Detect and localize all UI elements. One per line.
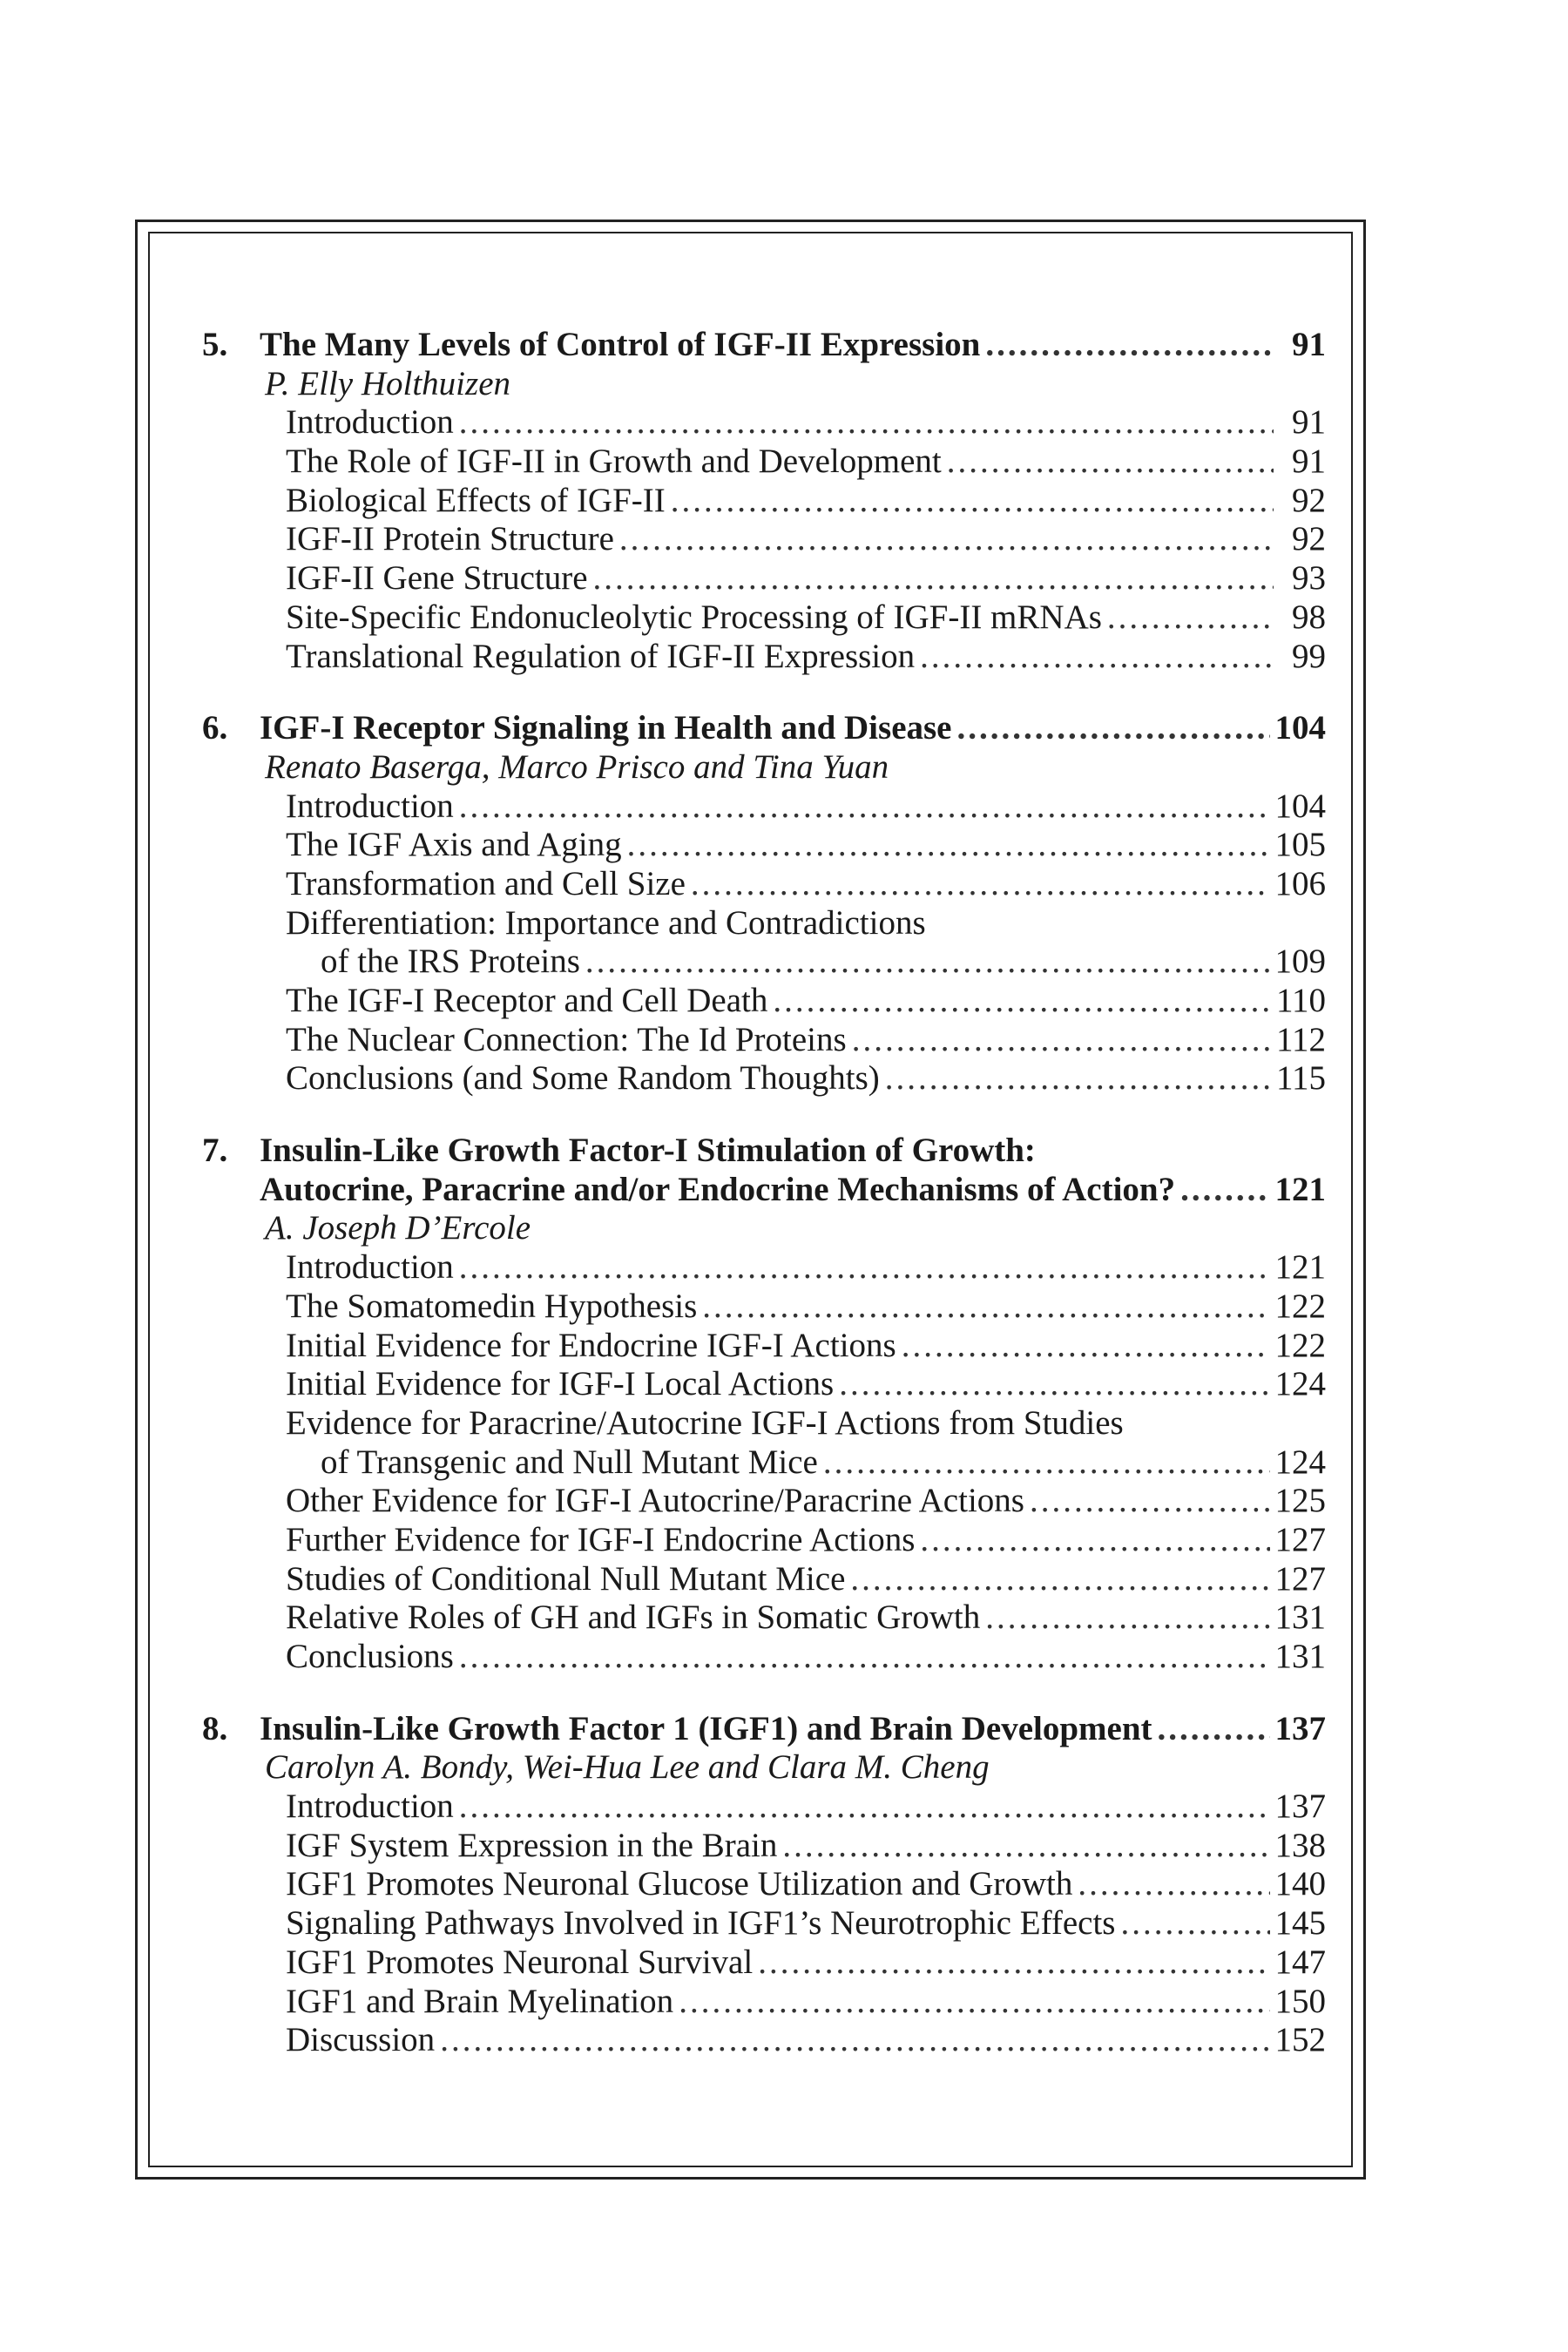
entry-title: The Role of IGF-II in Growth and Development (286, 443, 942, 481)
entry-page: 115 (1275, 1059, 1326, 1098)
entry-page: 106 (1274, 864, 1326, 902)
dot-leader (920, 638, 1274, 677)
entry-page: 122 (1274, 1287, 1326, 1325)
toc-entry[interactable] (202, 1827, 1326, 1866)
entry-title: Signaling Pathways Involved in IGF1’s Neurotrophic Effects (286, 1904, 1116, 1943)
entry-page: 140 (1274, 1865, 1326, 1903)
chapter-heading[interactable] (202, 1710, 1326, 1749)
dot-leader (459, 1638, 1270, 1677)
entry-page: 112 (1275, 1020, 1326, 1058)
dot-leader (627, 826, 1270, 865)
toc-entry[interactable] (202, 1788, 1326, 1827)
entry-title: IGF1 Promotes Neuronal Survival (286, 1943, 754, 1981)
dot-leader (459, 1248, 1270, 1288)
chapter-number: 5. (202, 326, 228, 363)
dot-leader (782, 1827, 1269, 1866)
entry-page: 145 (1274, 1904, 1326, 1943)
chapter-author: A. Joseph D’Ercole (265, 1209, 531, 1247)
entry-page: 124 (1274, 1365, 1326, 1403)
chapter-title: The Many Levels of Control of IGF-II Expression (260, 326, 981, 363)
chapter-title: IGF-I Receptor Signaling in Health and Disease (260, 709, 952, 747)
toc-entry[interactable] (202, 1059, 1326, 1098)
dot-leader (459, 787, 1270, 827)
dot-leader (920, 1521, 1269, 1560)
entry-page: 92 (1292, 481, 1326, 519)
entry-title: Introduction (286, 1248, 454, 1287)
dot-leader (679, 1983, 1269, 2022)
entry-page: 98 (1292, 598, 1326, 636)
dot-leader (1158, 1710, 1270, 1749)
toc-entry[interactable] (202, 865, 1326, 904)
dot-leader (585, 943, 1270, 982)
dot-leader (852, 1021, 1271, 1060)
entry-title: Relative Roles of GH and IGFs in Somatic Growth (286, 1598, 981, 1637)
toc-entry[interactable] (202, 1598, 1326, 1638)
chapter-heading-line1[interactable] (202, 1132, 1326, 1171)
toc-entry[interactable] (202, 1521, 1326, 1560)
toc-entry[interactable] (202, 443, 1326, 482)
entry-title: The IGF-I Receptor and Cell Death (286, 982, 768, 1019)
entry-title: Studies of Conditional Null Mutant Mice (286, 1559, 846, 1598)
dot-leader (947, 443, 1274, 482)
chapter-5 (202, 326, 1326, 676)
entry-title: Initial Evidence for Endocrine IGF-I Actions (286, 1326, 896, 1364)
chapter-page: 121 (1274, 1170, 1326, 1208)
entry-page: 127 (1274, 1520, 1326, 1558)
entry-title: Introduction (286, 1788, 454, 1826)
toc-entry[interactable] (202, 520, 1326, 559)
chapter-author: Renato Baserga, Marco Prisco and Tina Yuan (265, 747, 889, 786)
chapter-page: 91 (1292, 326, 1326, 363)
entry-page: 125 (1274, 1482, 1326, 1520)
dot-leader (619, 520, 1274, 559)
dot-leader (593, 559, 1274, 598)
entry-page: 99 (1292, 637, 1326, 675)
dot-leader (850, 1560, 1269, 1599)
entry-title: Introduction (286, 787, 454, 825)
toc-entry[interactable] (202, 1248, 1326, 1288)
dot-leader (459, 1788, 1270, 1827)
toc-entry[interactable] (202, 1865, 1326, 1904)
dot-leader (691, 865, 1270, 904)
chapter-8 (202, 1710, 1326, 2060)
chapter-heading[interactable] (202, 1171, 1326, 1210)
chapter-heading[interactable] (202, 709, 1326, 748)
chapter-page: 137 (1274, 1709, 1326, 1747)
chapter-author: Carolyn A. Bondy, Wei-Hua Lee and Clara M. Cheng (265, 1748, 990, 1787)
entry-page: 110 (1275, 982, 1326, 1019)
entry-title-line1[interactable]: Differentiation: Importance and Contradictions (286, 903, 926, 942)
dot-leader (1030, 1482, 1270, 1521)
chapter-title: Insulin-Like Growth Factor 1 (IGF1) and Brain Development (260, 1709, 1152, 1747)
dot-leader (985, 1598, 1269, 1638)
entry-title: Introduction (286, 403, 454, 442)
entry-page: 122 (1274, 1326, 1326, 1364)
dot-leader (1120, 1904, 1269, 1943)
dot-leader (885, 1059, 1271, 1098)
chapter-7 (202, 1132, 1326, 1677)
entry-title: IGF-II Protein Structure (286, 520, 614, 558)
dot-leader (902, 1327, 1270, 1366)
entry-title: Translational Regulation of IGF-II Expression (286, 637, 916, 675)
entry-page: 147 (1274, 1943, 1326, 1981)
entry-page: 104 (1274, 787, 1326, 825)
entry-title: Conclusions (and Some Random Thoughts) (286, 1059, 880, 1098)
entry-page: 91 (1292, 403, 1326, 442)
entry-title: of the IRS Proteins (321, 943, 580, 981)
toc-entry[interactable] (202, 1983, 1326, 2022)
entry-title: Discussion (286, 2021, 436, 2059)
entry-title: Conclusions (286, 1638, 454, 1675)
toc-entry[interactable] (202, 1943, 1326, 1983)
entry-page: 91 (1292, 443, 1326, 481)
toc-entry[interactable] (202, 638, 1326, 677)
dot-leader (671, 482, 1274, 521)
entry-title: The Somatomedin Hypothesis (286, 1287, 698, 1325)
dot-leader (957, 709, 1270, 748)
dot-leader (773, 982, 1271, 1021)
entry-title: IGF-II Gene Structure (286, 559, 588, 598)
chapter-number: 7. (202, 1132, 228, 1170)
toc-entry[interactable] (202, 1443, 1326, 1483)
entry-title: IGF System Expression in the Brain (286, 1826, 778, 1864)
chapter-page: 104 (1274, 709, 1326, 747)
entry-page: 138 (1274, 1826, 1326, 1864)
toc-entry[interactable] (202, 943, 1326, 982)
toc-entry[interactable] (202, 403, 1326, 443)
chapter-title-line1: Insulin-Like Growth Factor-I Stimulation of Growth: (260, 1132, 1036, 1170)
entry-title: Site-Specific Endonucleolytic Processing of IGF-II mRNAs (286, 598, 1102, 636)
toc-entry[interactable] (202, 2021, 1326, 2060)
entry-page: 105 (1274, 826, 1326, 864)
table-of-contents (202, 326, 1326, 2060)
toc-entry[interactable] (202, 482, 1326, 521)
dot-leader (1107, 598, 1274, 638)
entry-title: Initial Evidence for IGF-I Local Actions (286, 1365, 835, 1403)
dot-leader (1078, 1865, 1269, 1904)
dot-leader (839, 1365, 1269, 1404)
entry-page: 152 (1274, 2021, 1326, 2059)
entry-page: 93 (1292, 559, 1326, 598)
toc-entry[interactable] (202, 1327, 1326, 1366)
entry-page: 137 (1274, 1788, 1326, 1826)
entry-page: 124 (1274, 1443, 1326, 1481)
chapter-title: Autocrine, Paracrine and/or Endocrine Mechanisms of Action? (260, 1170, 1176, 1208)
dot-leader (440, 2021, 1269, 2060)
toc-entry[interactable] (202, 559, 1326, 598)
entry-page: 150 (1274, 1982, 1326, 2020)
chapter-author: P. Elly Holthuizen (265, 364, 511, 402)
entry-page: 92 (1292, 520, 1326, 558)
toc-entry[interactable] (202, 982, 1326, 1021)
toc-entry[interactable] (202, 826, 1326, 865)
chapter-heading[interactable] (202, 326, 1326, 365)
entry-title-line1[interactable]: Evidence for Paracrine/Autocrine IGF-I Actions from Studies (286, 1403, 1124, 1442)
toc-entry[interactable] (202, 1904, 1326, 1943)
chapter-number: 8. (202, 1709, 228, 1747)
dot-leader (702, 1288, 1269, 1327)
dot-leader (1180, 1171, 1269, 1210)
entry-title: The Nuclear Connection: The Id Proteins (286, 1020, 847, 1058)
entry-title: IGF1 Promotes Neuronal Glucose Utilization and Growth (286, 1865, 1073, 1903)
entry-title: Biological Effects of IGF-II (286, 481, 666, 519)
toc-entry[interactable] (202, 1288, 1326, 1327)
chapter-number: 6. (202, 709, 228, 747)
entry-title: The IGF Axis and Aging (286, 826, 622, 864)
entry-page: 131 (1274, 1638, 1326, 1675)
toc-entry[interactable] (202, 787, 1326, 827)
toc-entry[interactable] (202, 1560, 1326, 1599)
dot-leader (758, 1943, 1269, 1983)
dot-leader (823, 1443, 1270, 1483)
entry-title: IGF1 and Brain Myelination (286, 1982, 674, 2020)
entry-title: Further Evidence for IGF-I Endocrine Actions (286, 1520, 916, 1558)
entry-page: 121 (1274, 1248, 1326, 1287)
dot-leader (459, 403, 1274, 443)
dot-leader (985, 326, 1274, 365)
toc-entry[interactable] (202, 1021, 1326, 1060)
toc-entry[interactable] (202, 598, 1326, 638)
chapter-6 (202, 709, 1326, 1098)
toc-entry[interactable] (202, 1365, 1326, 1404)
entry-title: Transformation and Cell Size (286, 864, 686, 902)
toc-entry[interactable] (202, 1638, 1326, 1677)
entry-page: 109 (1274, 943, 1326, 981)
entry-page: 127 (1274, 1559, 1326, 1598)
entry-title: of Transgenic and Null Mutant Mice (321, 1443, 818, 1481)
toc-entry[interactable] (202, 1482, 1326, 1521)
entry-title: Other Evidence for IGF-I Autocrine/Paracrine Actions (286, 1482, 1024, 1520)
entry-page: 131 (1274, 1598, 1326, 1637)
